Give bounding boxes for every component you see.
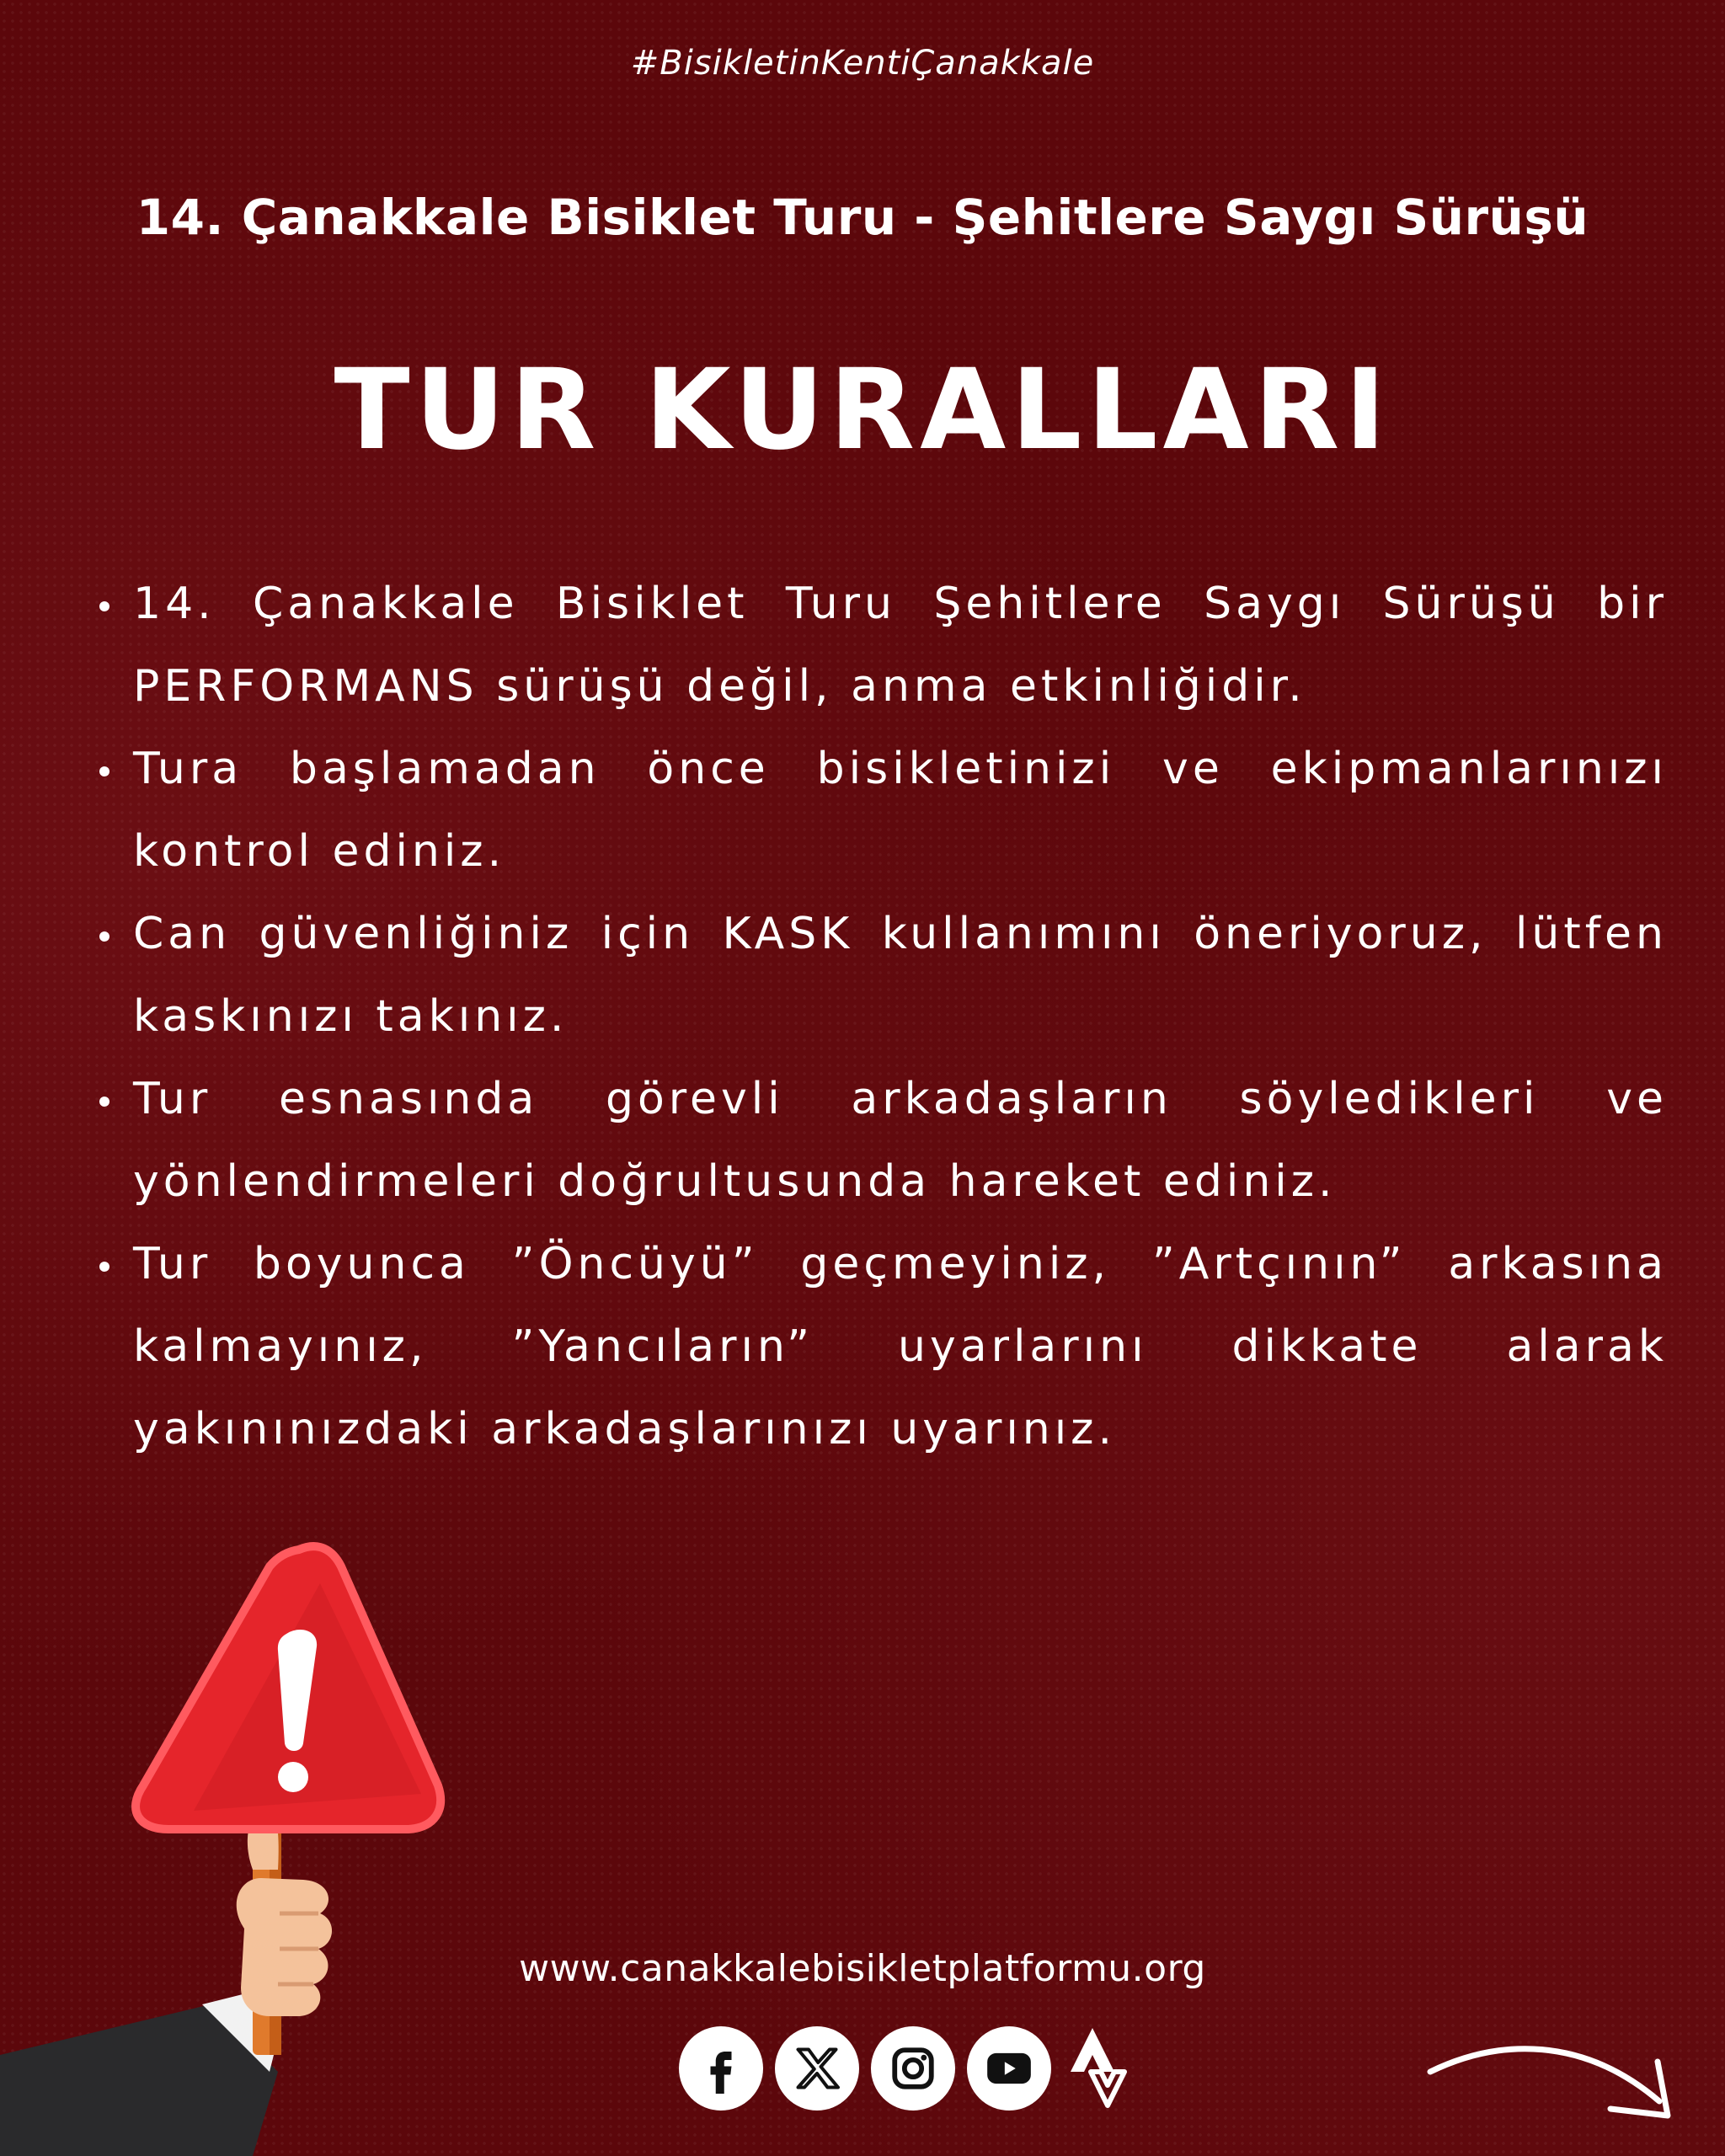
next-arrow-icon[interactable] [1423, 2021, 1685, 2131]
website-link[interactable]: www.canakkalebisikletplatformu.org [519, 1947, 1206, 1990]
exclamation-dot [278, 1762, 308, 1792]
page-title: TUR KURALLARI [334, 345, 1391, 475]
facebook-icon[interactable] [679, 2026, 763, 2111]
event-subtitle: 14. Çanakkale Bisiklet Turu - Şehitlere Saygı Sürüşü [136, 189, 1589, 246]
rule-item: 14. Çanakkale Bisiklet Turu Şehitlere Saygı Sürüşü bir PERFORMANS sürüşü değil, anma etkinliğidir. [99, 563, 1668, 728]
rule-item: Can güvenliğiniz için KASK kullanımını öneriyoruz, lütfen kaskınızı takınız. [99, 893, 1668, 1058]
rule-item: Tur boyunca ”Öncüyü” geçmeyiniz, ”Artçının” arkasına kalmayınız, ”Yancıların” uyarlarını dikkate alarak yakınınızdaki arkadaşlarınızı uyarınız. [99, 1223, 1668, 1470]
warning-sign-illustration [0, 1533, 472, 2156]
x-icon[interactable] [775, 2026, 859, 2111]
youtube-icon[interactable] [967, 2026, 1051, 2111]
instagram-icon[interactable] [871, 2026, 955, 2111]
social-icons [679, 2025, 1139, 2112]
rule-item: Tura başlamadan önce bisikletinizi ve ekipmanlarınızı kontrol ediniz. [99, 728, 1668, 893]
rule-item: Tur esnasında görevli arkadaşların söyledikleri ve yönlendirmeleri doğrultusunda hareket ediniz. [99, 1058, 1668, 1223]
rules-list [99, 563, 1668, 1470]
strava-icon[interactable] [1063, 2022, 1139, 2115]
hashtag: #BisikletinKentiÇanakkale [630, 44, 1095, 83]
